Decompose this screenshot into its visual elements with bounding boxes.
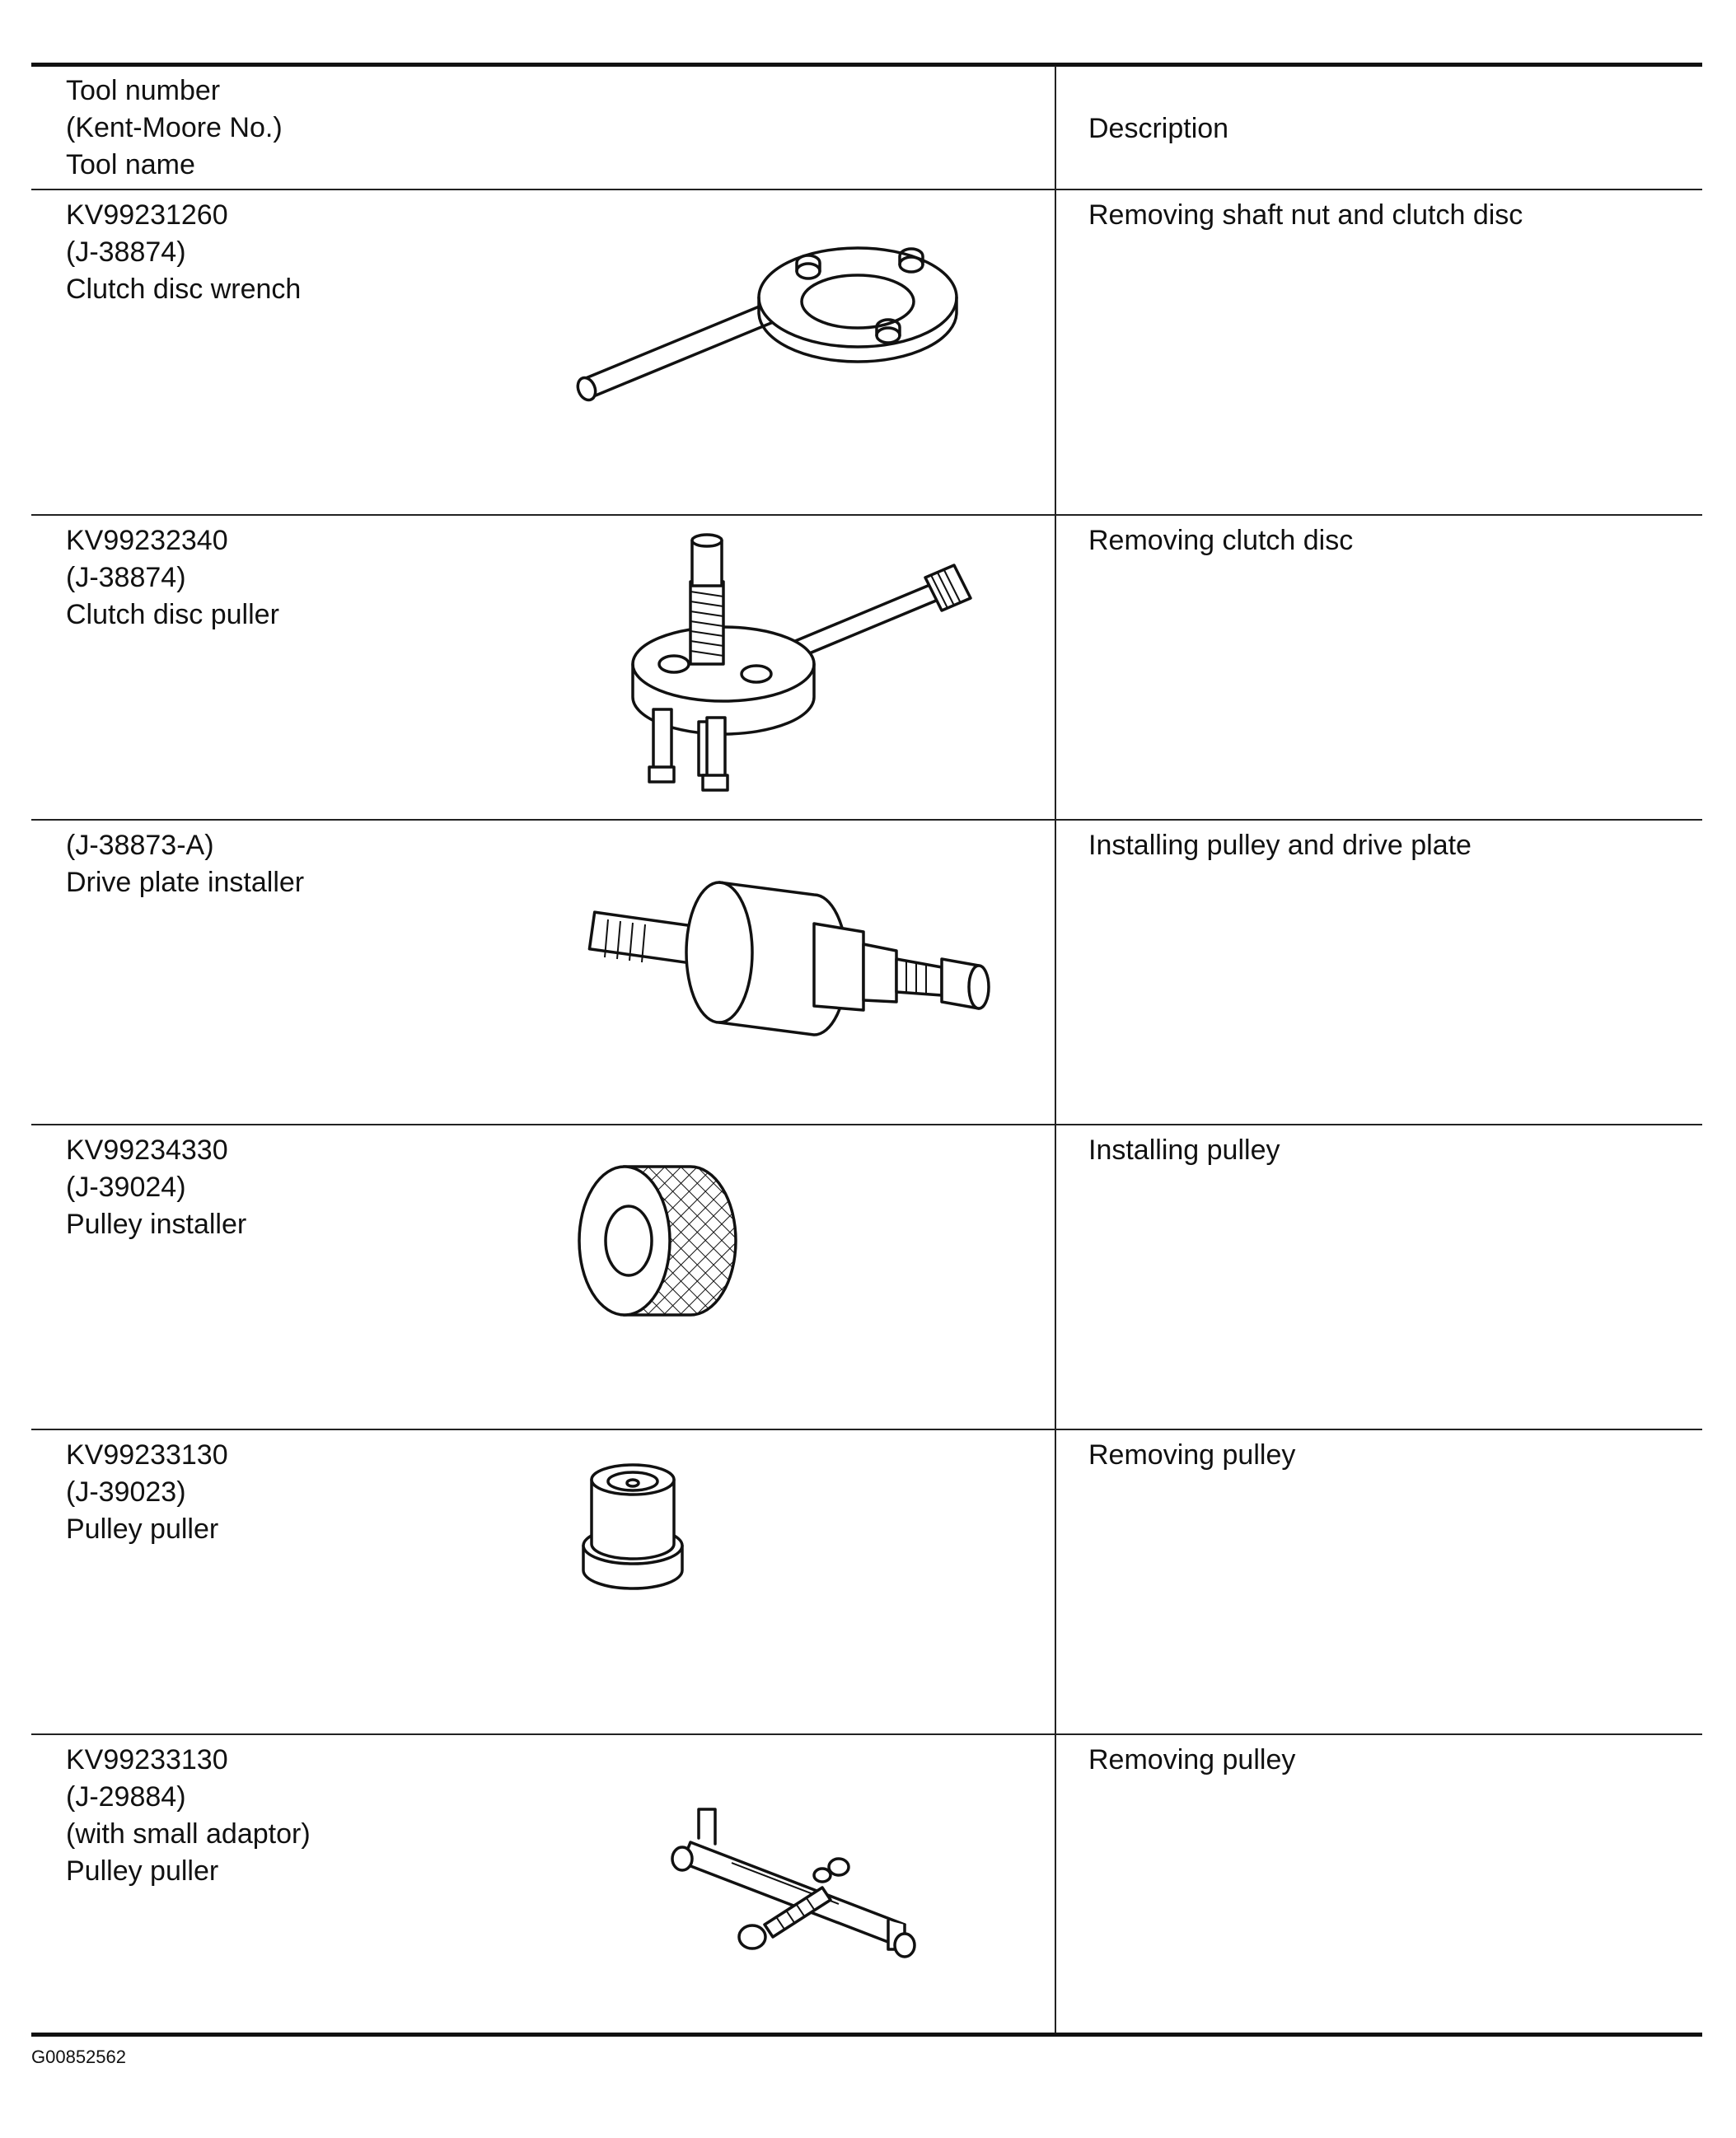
figure-code: G00852562 xyxy=(31,2047,126,2067)
header-tool-cell xyxy=(66,73,283,184)
kent-moore-number: (J-38874) xyxy=(66,236,186,268)
table-bottom-rule xyxy=(31,2033,1702,2037)
tool-name: Pulley installer xyxy=(66,1209,247,1240)
header-description: Description xyxy=(1088,113,1229,144)
pulley-puller-adaptor-icon xyxy=(657,1793,938,1982)
kent-moore-number: (J-29884) xyxy=(66,1781,186,1813)
header-tool-line: Tool name xyxy=(66,149,195,180)
table-row xyxy=(31,1125,1702,1430)
table-row xyxy=(31,190,1702,516)
tool-name: Clutch disc puller xyxy=(66,599,279,630)
description-cell xyxy=(1088,197,1523,234)
adaptor-note: (with small adaptor) xyxy=(66,1818,311,1850)
tool-cell xyxy=(66,522,279,634)
kent-moore-number: (J-38873-A) xyxy=(66,830,214,861)
tool-cell xyxy=(66,1132,246,1243)
header-tool-line: Tool number xyxy=(66,75,221,106)
tool-number: KV99232340 xyxy=(66,525,228,556)
description-cell xyxy=(1088,1437,1295,1474)
tool-name: Clutch disc wrench xyxy=(66,274,302,305)
header-tool-line: (Kent-Moore No.) xyxy=(66,112,283,143)
tool-cell xyxy=(66,197,301,308)
pulley-installer-icon xyxy=(559,1142,773,1340)
description-cell xyxy=(1088,827,1472,864)
tool-cell xyxy=(66,827,304,901)
tool-number: KV99231260 xyxy=(66,199,228,231)
tool-name: Drive plate installer xyxy=(66,867,305,898)
kent-moore-number: (J-39024) xyxy=(66,1172,186,1203)
tool-description: Removing clutch disc xyxy=(1088,525,1354,556)
tool-number: KV99233130 xyxy=(66,1744,228,1775)
tool-number: KV99233130 xyxy=(66,1439,228,1471)
header-description-cell xyxy=(1088,110,1228,147)
clutch-disc-wrench-icon xyxy=(557,232,969,429)
table-row xyxy=(31,1735,1702,2033)
description-cell xyxy=(1088,522,1353,559)
table-row xyxy=(31,1430,1702,1735)
tool-name: Pulley puller xyxy=(66,1513,219,1545)
tool-description: Installing pulley and drive plate xyxy=(1088,830,1472,861)
table-row xyxy=(31,821,1702,1125)
pulley-puller-icon xyxy=(550,1447,715,1612)
column-divider xyxy=(1055,66,1056,2033)
tool-description: Removing pulley xyxy=(1088,1744,1296,1775)
clutch-disc-puller-icon xyxy=(592,532,1036,812)
table-header-row xyxy=(31,66,1702,190)
kent-moore-number: (J-38874) xyxy=(66,562,186,593)
tool-number: KV99234330 xyxy=(66,1134,228,1166)
tool-cell xyxy=(66,1437,228,1548)
tool-name: Pulley puller xyxy=(66,1855,219,1887)
drive-plate-installer-icon xyxy=(567,862,1028,1060)
tool-description: Removing pulley xyxy=(1088,1439,1296,1471)
kent-moore-number: (J-39023) xyxy=(66,1476,186,1508)
table-row xyxy=(31,516,1702,821)
description-cell xyxy=(1088,1742,1295,1779)
tool-description: Removing shaft nut and clutch disc xyxy=(1088,199,1523,231)
tool-cell xyxy=(66,1742,311,1890)
tool-description: Installing pulley xyxy=(1088,1134,1280,1166)
description-cell xyxy=(1088,1132,1280,1169)
